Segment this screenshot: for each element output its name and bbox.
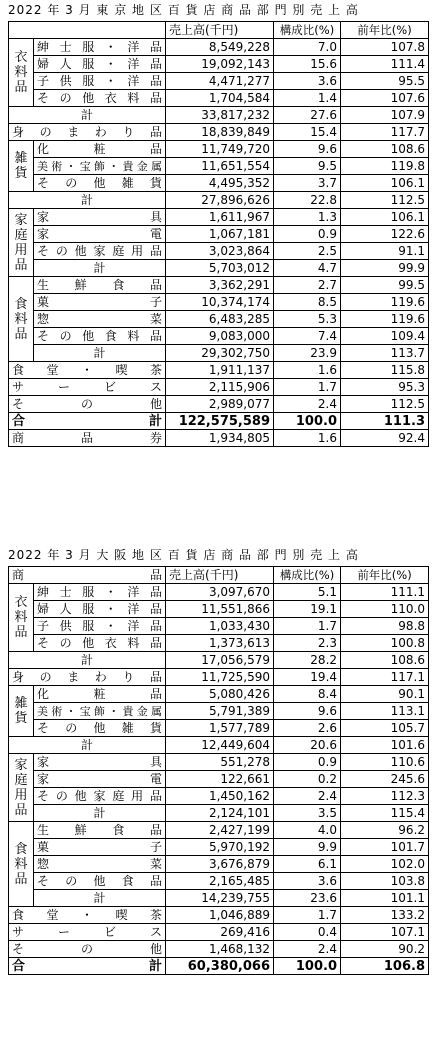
row-share: 8.4: [274, 686, 341, 703]
row-label: その他食料品: [34, 328, 166, 345]
subtotal-row: [9, 192, 429, 209]
row-yoy: 111.4: [341, 56, 429, 73]
table-row: [9, 669, 429, 686]
row-yoy: 107.8: [341, 39, 429, 56]
row-label: その他食品: [34, 873, 166, 890]
row-share: 2.3: [274, 635, 341, 652]
table-row: [9, 243, 429, 260]
category-household: 家 庭 用 品: [9, 754, 34, 822]
subtotal-yoy: 115.4: [341, 805, 429, 822]
row-share: 9.5: [274, 158, 341, 175]
category-clothing: 衣 料 品: [9, 584, 34, 652]
row-sales: 3,097,670: [166, 584, 274, 601]
row-share: 8.5: [274, 294, 341, 311]
row-label: 紳士服・洋品: [34, 39, 166, 56]
row-yoy: 112.3: [341, 788, 429, 805]
row-sales: 269,416: [166, 924, 274, 941]
subtotal-yoy: 101.6: [341, 737, 429, 754]
row-share: 3.7: [274, 175, 341, 192]
voucher-row: [9, 430, 429, 447]
row-label: 惣菜: [34, 311, 166, 328]
row-share: 5.1: [274, 584, 341, 601]
row-share: 2.4: [274, 788, 341, 805]
row-share: 1.7: [274, 618, 341, 635]
row-share: 15.4: [274, 124, 341, 141]
row-label: その他家庭用品: [34, 243, 166, 260]
grand-total-sales: 122,575,589: [166, 413, 274, 430]
subtotal-row: [9, 805, 429, 822]
row-share: 7.4: [274, 328, 341, 345]
row-sales: 1,704,584: [166, 90, 274, 107]
subtotal-row: [9, 107, 429, 124]
subtotal-share: 27.6: [274, 107, 341, 124]
subtotal-label: 計: [34, 890, 166, 907]
row-share: 3.6: [274, 873, 341, 890]
row-share: 5.3: [274, 311, 341, 328]
subtotal-sales: 29,302,750: [166, 345, 274, 362]
category-food: 食 料 品: [9, 822, 34, 907]
table-row: [9, 618, 429, 635]
subtotal-yoy: 108.6: [341, 652, 429, 669]
row-label: その他雑貨: [34, 175, 166, 192]
row-yoy: 96.2: [341, 822, 429, 839]
row-sales: 1,450,162: [166, 788, 274, 805]
header-sales: 売上高(千円): [166, 567, 274, 584]
table-header: [9, 567, 429, 584]
subtotal-sales: 5,703,012: [166, 260, 274, 277]
row-sales: 2,989,077: [166, 396, 274, 413]
table-header: [9, 22, 429, 39]
table-row: [9, 226, 429, 243]
subtotal-yoy: 101.1: [341, 890, 429, 907]
row-label: その他家庭用品: [34, 788, 166, 805]
row-yoy: 90.1: [341, 686, 429, 703]
subtotal-label: 計: [34, 805, 166, 822]
row-label: 食堂・喫茶: [9, 907, 166, 924]
row-yoy: 103.8: [341, 873, 429, 890]
row-share: 1.7: [274, 907, 341, 924]
row-sales: 1,067,181: [166, 226, 274, 243]
row-sales: 4,495,352: [166, 175, 274, 192]
row-label: 家具: [34, 754, 166, 771]
subtotal-row: [9, 737, 429, 754]
row-label: 生鮮食品: [34, 277, 166, 294]
row-sales: 2,427,199: [166, 822, 274, 839]
row-share: 1.4: [274, 90, 341, 107]
row-sales: 551,278: [166, 754, 274, 771]
table-row: [9, 73, 429, 90]
table-row: [9, 907, 429, 924]
subtotal-sales: 12,449,604: [166, 737, 274, 754]
category-clothing: 衣 料 品: [9, 39, 34, 107]
subtotal-share: 3.5: [274, 805, 341, 822]
row-label: 生鮮食品: [34, 822, 166, 839]
row-label: その他雑貨: [34, 720, 166, 737]
table-row: [9, 686, 429, 703]
row-share: 7.0: [274, 39, 341, 56]
table-row: [9, 601, 429, 618]
row-yoy: 113.1: [341, 703, 429, 720]
tokyo-table: [8, 21, 429, 447]
table-row: [9, 311, 429, 328]
row-label: 菓子: [34, 839, 166, 856]
row-sales: 4,471,277: [166, 73, 274, 90]
subtotal-sales: 33,817,232: [166, 107, 274, 124]
row-sales: 1,046,889: [166, 907, 274, 924]
subtotal-share: 28.2: [274, 652, 341, 669]
row-share: 6.1: [274, 856, 341, 873]
row-yoy: 122.6: [341, 226, 429, 243]
row-label: 身のまわり品: [9, 124, 166, 141]
grand-total-yoy: 111.3: [341, 413, 429, 430]
row-yoy: 108.6: [341, 141, 429, 158]
table-row: [9, 635, 429, 652]
table-row: [9, 856, 429, 873]
header-yoy: 前年比(%): [341, 22, 429, 39]
table-row: [9, 124, 429, 141]
subtotal-sales: 14,239,755: [166, 890, 274, 907]
subtotal-share: 23.9: [274, 345, 341, 362]
row-label: 惣菜: [34, 856, 166, 873]
row-label: その他衣料品: [34, 90, 166, 107]
table-row: [9, 873, 429, 890]
row-sales: 10,374,174: [166, 294, 274, 311]
row-label: 食堂・喫茶: [9, 362, 166, 379]
row-yoy: 99.5: [341, 277, 429, 294]
row-label: 子供服・洋品: [34, 618, 166, 635]
row-share: 9.6: [274, 703, 341, 720]
table-row: [9, 158, 429, 175]
subtotal-share: 4.7: [274, 260, 341, 277]
row-share: 2.6: [274, 720, 341, 737]
row-label: 紳士服・洋品: [34, 584, 166, 601]
subtotal-label: 計: [9, 737, 166, 754]
row-label: 家電: [34, 226, 166, 243]
row-sales: 11,749,720: [166, 141, 274, 158]
header-share: 構成比(%): [274, 567, 341, 584]
row-share: 2.4: [274, 396, 341, 413]
row-yoy: 91.1: [341, 243, 429, 260]
grand-total-row: [9, 958, 429, 975]
header-item: [9, 22, 166, 39]
row-share: 2.7: [274, 277, 341, 294]
table-row: [9, 328, 429, 345]
osaka-title: 2022 年 3 月 大 阪 地 区 百 貨 店 商 品 部 門 別 売 上 高: [8, 548, 359, 562]
subtotal-label: 計: [34, 345, 166, 362]
table-row: [9, 277, 429, 294]
row-sales: 1,468,132: [166, 941, 274, 958]
row-sales: 5,791,389: [166, 703, 274, 720]
row-sales: 122,661: [166, 771, 274, 788]
table-row: [9, 175, 429, 192]
row-share: 1.3: [274, 209, 341, 226]
row-share: 1.6: [274, 430, 341, 447]
table-row: [9, 788, 429, 805]
table-row: [9, 379, 429, 396]
row-share: 0.9: [274, 226, 341, 243]
grand-total-yoy: 106.8: [341, 958, 429, 975]
row-yoy: 119.6: [341, 311, 429, 328]
subtotal-yoy: 99.9: [341, 260, 429, 277]
row-share: 2.4: [274, 941, 341, 958]
row-label: 家電: [34, 771, 166, 788]
row-yoy: 95.5: [341, 73, 429, 90]
grand-total-row: [9, 413, 429, 430]
row-label: 婦人服・洋品: [34, 56, 166, 73]
row-yoy: 100.8: [341, 635, 429, 652]
row-yoy: 133.2: [341, 907, 429, 924]
subtotal-label: 計: [9, 107, 166, 124]
row-sales: 8,549,228: [166, 39, 274, 56]
table-row: [9, 396, 429, 413]
row-label: 菓子: [34, 294, 166, 311]
category-misc: 雑 貨: [9, 141, 34, 192]
row-share: 0.2: [274, 771, 341, 788]
row-sales: 5,080,426: [166, 686, 274, 703]
table-row: [9, 584, 429, 601]
row-label: 化粧品: [34, 141, 166, 158]
row-label: 家具: [34, 209, 166, 226]
row-label: 子供服・洋品: [34, 73, 166, 90]
header-share: 構成比(%): [274, 22, 341, 39]
category-misc: 雑 貨: [9, 686, 34, 737]
row-share: 19.1: [274, 601, 341, 618]
row-label: 化粧品: [34, 686, 166, 703]
header-item: 商 品: [9, 567, 166, 584]
row-share: 9.6: [274, 141, 341, 158]
subtotal-label: 計: [9, 652, 166, 669]
table-row: [9, 294, 429, 311]
row-label: 婦人服・洋品: [34, 601, 166, 618]
row-yoy: 92.4: [341, 430, 429, 447]
row-yoy: 106.1: [341, 175, 429, 192]
row-sales: 11,651,554: [166, 158, 274, 175]
osaka-table: [8, 566, 429, 975]
row-sales: 3,676,879: [166, 856, 274, 873]
row-sales: 1,373,613: [166, 635, 274, 652]
subtotal-sales: 17,056,579: [166, 652, 274, 669]
row-yoy: 110.0: [341, 601, 429, 618]
subtotal-label: 計: [9, 192, 166, 209]
subtotal-yoy: 112.5: [341, 192, 429, 209]
grand-total-label: 合計: [9, 413, 166, 430]
row-sales: 18,839,849: [166, 124, 274, 141]
row-yoy: 119.8: [341, 158, 429, 175]
table-row: [9, 941, 429, 958]
row-share: 1.7: [274, 379, 341, 396]
row-label: その他: [9, 941, 166, 958]
row-yoy: 90.2: [341, 941, 429, 958]
row-share: 3.6: [274, 73, 341, 90]
row-yoy: 110.6: [341, 754, 429, 771]
header-yoy: 前年比(%): [341, 567, 429, 584]
row-yoy: 245.6: [341, 771, 429, 788]
row-yoy: 105.7: [341, 720, 429, 737]
row-yoy: 109.4: [341, 328, 429, 345]
table-row: [9, 39, 429, 56]
table-row: [9, 839, 429, 856]
table-row: [9, 209, 429, 226]
row-sales: 9,083,000: [166, 328, 274, 345]
table-row: [9, 771, 429, 788]
row-sales: 1,033,430: [166, 618, 274, 635]
row-label: その他: [9, 396, 166, 413]
row-yoy: 98.8: [341, 618, 429, 635]
row-sales: 11,725,590: [166, 669, 274, 686]
category-household: 家 庭 用 品: [9, 209, 34, 277]
row-sales: 2,115,906: [166, 379, 274, 396]
row-label: サービス: [9, 379, 166, 396]
row-share: 1.6: [274, 362, 341, 379]
row-sales: 6,483,285: [166, 311, 274, 328]
subtotal-row: [9, 260, 429, 277]
subtotal-sales: 2,124,101: [166, 805, 274, 822]
subtotal-sales: 27,896,626: [166, 192, 274, 209]
row-sales: 3,023,864: [166, 243, 274, 260]
row-yoy: 101.7: [341, 839, 429, 856]
grand-total-sales: 60,380,066: [166, 958, 274, 975]
row-yoy: 115.8: [341, 362, 429, 379]
row-yoy: 112.5: [341, 396, 429, 413]
row-sales: 1,911,137: [166, 362, 274, 379]
grand-total-label: 合計: [9, 958, 166, 975]
row-yoy: 117.1: [341, 669, 429, 686]
row-label: その他衣料品: [34, 635, 166, 652]
subtotal-row: [9, 652, 429, 669]
row-sales: 19,092,143: [166, 56, 274, 73]
category-food: 食 料 品: [9, 277, 34, 362]
table-row: [9, 362, 429, 379]
subtotal-share: 22.8: [274, 192, 341, 209]
row-share: 15.6: [274, 56, 341, 73]
row-sales: 1,577,789: [166, 720, 274, 737]
row-label: 身のまわり品: [9, 669, 166, 686]
row-sales: 5,970,192: [166, 839, 274, 856]
row-sales: 1,611,967: [166, 209, 274, 226]
row-label: サービス: [9, 924, 166, 941]
subtotal-row: [9, 890, 429, 907]
row-share: 4.0: [274, 822, 341, 839]
row-label: 美術・宝飾・貴金属: [34, 158, 166, 175]
row-yoy: 111.1: [341, 584, 429, 601]
row-sales: 1,934,805: [166, 430, 274, 447]
table-row: [9, 720, 429, 737]
subtotal-share: 20.6: [274, 737, 341, 754]
row-share: 9.9: [274, 839, 341, 856]
row-share: 19.4: [274, 669, 341, 686]
row-share: 2.5: [274, 243, 341, 260]
table-row: [9, 924, 429, 941]
row-yoy: 119.6: [341, 294, 429, 311]
table-row: [9, 822, 429, 839]
row-label: 美術・宝飾・貴金属: [34, 703, 166, 720]
table-row: [9, 754, 429, 771]
row-yoy: 102.0: [341, 856, 429, 873]
row-yoy: 106.1: [341, 209, 429, 226]
subtotal-yoy: 107.9: [341, 107, 429, 124]
row-sales: 3,362,291: [166, 277, 274, 294]
row-yoy: 95.3: [341, 379, 429, 396]
row-share: 0.4: [274, 924, 341, 941]
table-row: [9, 703, 429, 720]
table-row: [9, 141, 429, 158]
table-row: [9, 56, 429, 73]
grand-total-share: 100.0: [274, 958, 341, 975]
grand-total-share: 100.0: [274, 413, 341, 430]
header-sales: 売上高(千円): [166, 22, 274, 39]
row-yoy: 117.7: [341, 124, 429, 141]
tokyo-title: 2022 年 3 月 東 京 地 区 百 貨 店 商 品 部 門 別 売 上 高: [8, 3, 359, 17]
subtotal-row: [9, 345, 429, 362]
subtotal-label: 計: [34, 260, 166, 277]
row-yoy: 107.6: [341, 90, 429, 107]
row-share: 0.9: [274, 754, 341, 771]
subtotal-share: 23.6: [274, 890, 341, 907]
subtotal-yoy: 113.7: [341, 345, 429, 362]
table-row: [9, 90, 429, 107]
row-sales: 2,165,485: [166, 873, 274, 890]
row-sales: 11,551,866: [166, 601, 274, 618]
row-label: 商品券: [9, 430, 166, 447]
row-yoy: 107.1: [341, 924, 429, 941]
